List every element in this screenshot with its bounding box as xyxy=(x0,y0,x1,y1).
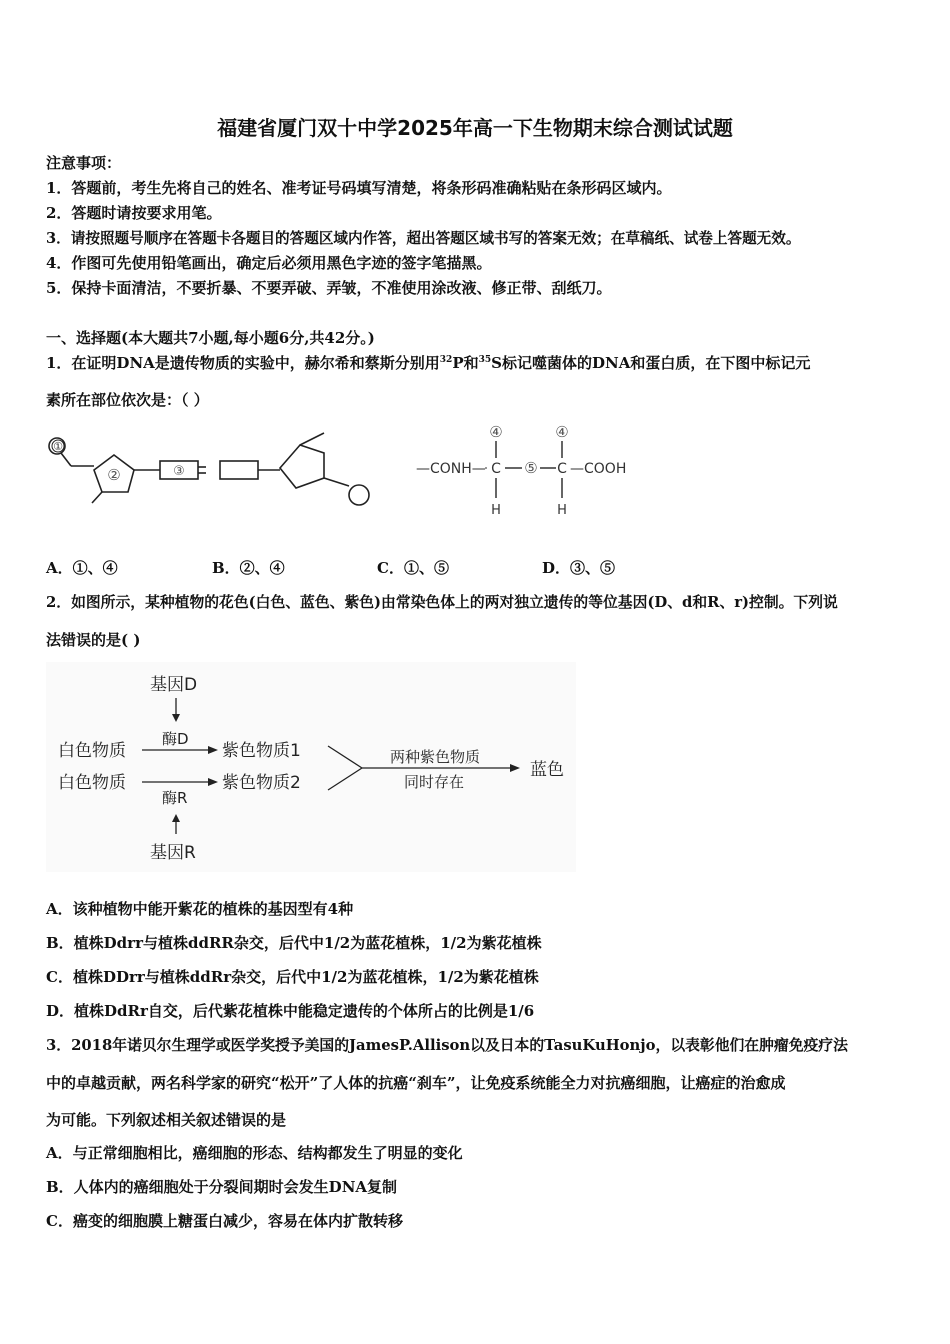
cooh-label: —COOH xyxy=(570,461,627,477)
q3-option-b[interactable]: B．人体内的癌细胞处于分裂间期时会发生DNA复制 xyxy=(46,1178,398,1196)
notice-item: 4．作图可先使用铅笔画出，确定后必须用黑色字迹的签字笔描黑。 xyxy=(46,254,492,272)
q1-option-c[interactable]: C．①、⑤ xyxy=(377,559,449,577)
q2-option-d[interactable]: D．植株DdRr自交，后代紫花植株中能稳定遗传的个体所占的比例是1/6 xyxy=(46,1002,535,1020)
q2-option-c[interactable]: C．植株DDrr与植株ddRr杂交，后代中1/2为蓝花植株，1/2为紫花植株 xyxy=(46,968,539,986)
q1-option-d[interactable]: D．③、⑤ xyxy=(542,559,616,577)
q3-stem-line2: 中的卓越贡献，两名科学家的研究“松开”了人体的抗癌“刹车”，让免疫系统能全力对抗癌细胞，让癌症的治愈成 xyxy=(46,1074,786,1092)
notice-heading: 注意事项： xyxy=(46,154,122,172)
gene-d-label: 基因D xyxy=(150,675,198,695)
label-2: ② xyxy=(107,466,121,484)
notice-item: 2．答题时请按要求用笔。 xyxy=(46,204,222,222)
both-purple-line1: 两种紫色物质 xyxy=(390,748,481,766)
conh-label: —CONH— xyxy=(416,461,486,477)
carbon-a: C xyxy=(491,461,501,477)
blue-label: 蓝色 xyxy=(530,760,564,780)
q1-figure xyxy=(44,418,644,528)
notice-item: 5．保持卡面清洁，不要折暴、不要弄破、弄皱，不准使用涂改液、修正带、刮纸刀。 xyxy=(46,279,612,297)
section-heading: 一、选择题(本大题共7小题,每小题6分,共42分。) xyxy=(46,329,375,347)
purple-substance-1: 紫色物质1 xyxy=(222,741,301,761)
q1-option-b[interactable]: B．②、④ xyxy=(212,559,285,577)
q1-option-a[interactable]: A．①、④ xyxy=(46,559,118,577)
q3-option-c[interactable]: C．癌变的细胞膜上糖蛋白减少，容易在体内扩散转移 xyxy=(46,1212,403,1230)
hydrogen-b: H xyxy=(557,503,567,518)
q1-stem-line1: 1．在证明DNA是遗传物质的实验中，赫尔希和蔡斯分别用$^{32}$P和$^{35}$S标记噬菌体的DNA和蛋白质，在下图中标记元 xyxy=(46,354,811,372)
label-1: ① xyxy=(53,440,63,453)
enzyme-d-label: 酶D xyxy=(162,730,189,748)
q3-stem-line3: 为可能。下列叙述相关叙述错误的是 xyxy=(46,1111,287,1129)
q3-option-a[interactable]: A．与正常细胞相比，癌细胞的形态、结构都发生了明显的变化 xyxy=(46,1144,463,1162)
notice-item: 3．请按照题号顺序在答题卡各题目的答题区域内作答，超出答题区域书写的答案无效；在草稿纸、试卷上答题无效。 xyxy=(46,230,801,247)
q2-stem-line1: 2．如图所示，某种植物的花色(白色、蓝色、紫色)由常染色体上的两对独立遗传的等位基因(D、d和R、r)控制。下列说 xyxy=(46,594,838,611)
label-4b: ④ xyxy=(555,423,569,441)
enzyme-r-label: 酶R xyxy=(162,789,188,807)
gene-r-label: 基因R xyxy=(150,843,196,863)
white-substance-1: 白色物质 xyxy=(58,741,126,761)
label-3: ③ xyxy=(173,464,185,479)
notice-item: 1．答题前，考生先将自己的姓名、准考证号码填写清楚，将条形码准确粘贴在条形码区域内。 xyxy=(46,179,672,197)
q3-stem-line1: 3．2018年诺贝尔生理学或医学奖授予美国的JamesP.Allison以及日本的TasuKuHonjo，以表彰他们在肿瘤免疫疗法 xyxy=(46,1037,848,1054)
purple-substance-2: 紫色物质2 xyxy=(222,773,301,793)
both-purple-line2: 同时存在 xyxy=(404,773,465,791)
white-substance-2: 白色物质 xyxy=(58,773,126,793)
q2-option-b[interactable]: B．植株Ddrr与植株ddRR杂交，后代中1/2为蓝花植株，1/2为紫花植株 xyxy=(46,934,542,952)
hydrogen-a: H xyxy=(491,503,501,518)
q2-option-a[interactable]: A．该种植物中能开紫花的植株的基因型有4种 xyxy=(46,900,354,918)
label-4a: ④ xyxy=(489,423,503,441)
q2-stem-line2: 法错误的是( ) xyxy=(46,631,141,649)
exam-title: 福建省厦门双十中学2025年高一下生物期末综合测试试题 xyxy=(217,116,733,140)
carbon-b: C xyxy=(557,461,567,477)
label-5: ⑤ xyxy=(524,459,538,477)
q1-stem-line2: 素所在部位依次是：（ ） xyxy=(46,391,209,409)
q2-figure xyxy=(46,662,576,872)
